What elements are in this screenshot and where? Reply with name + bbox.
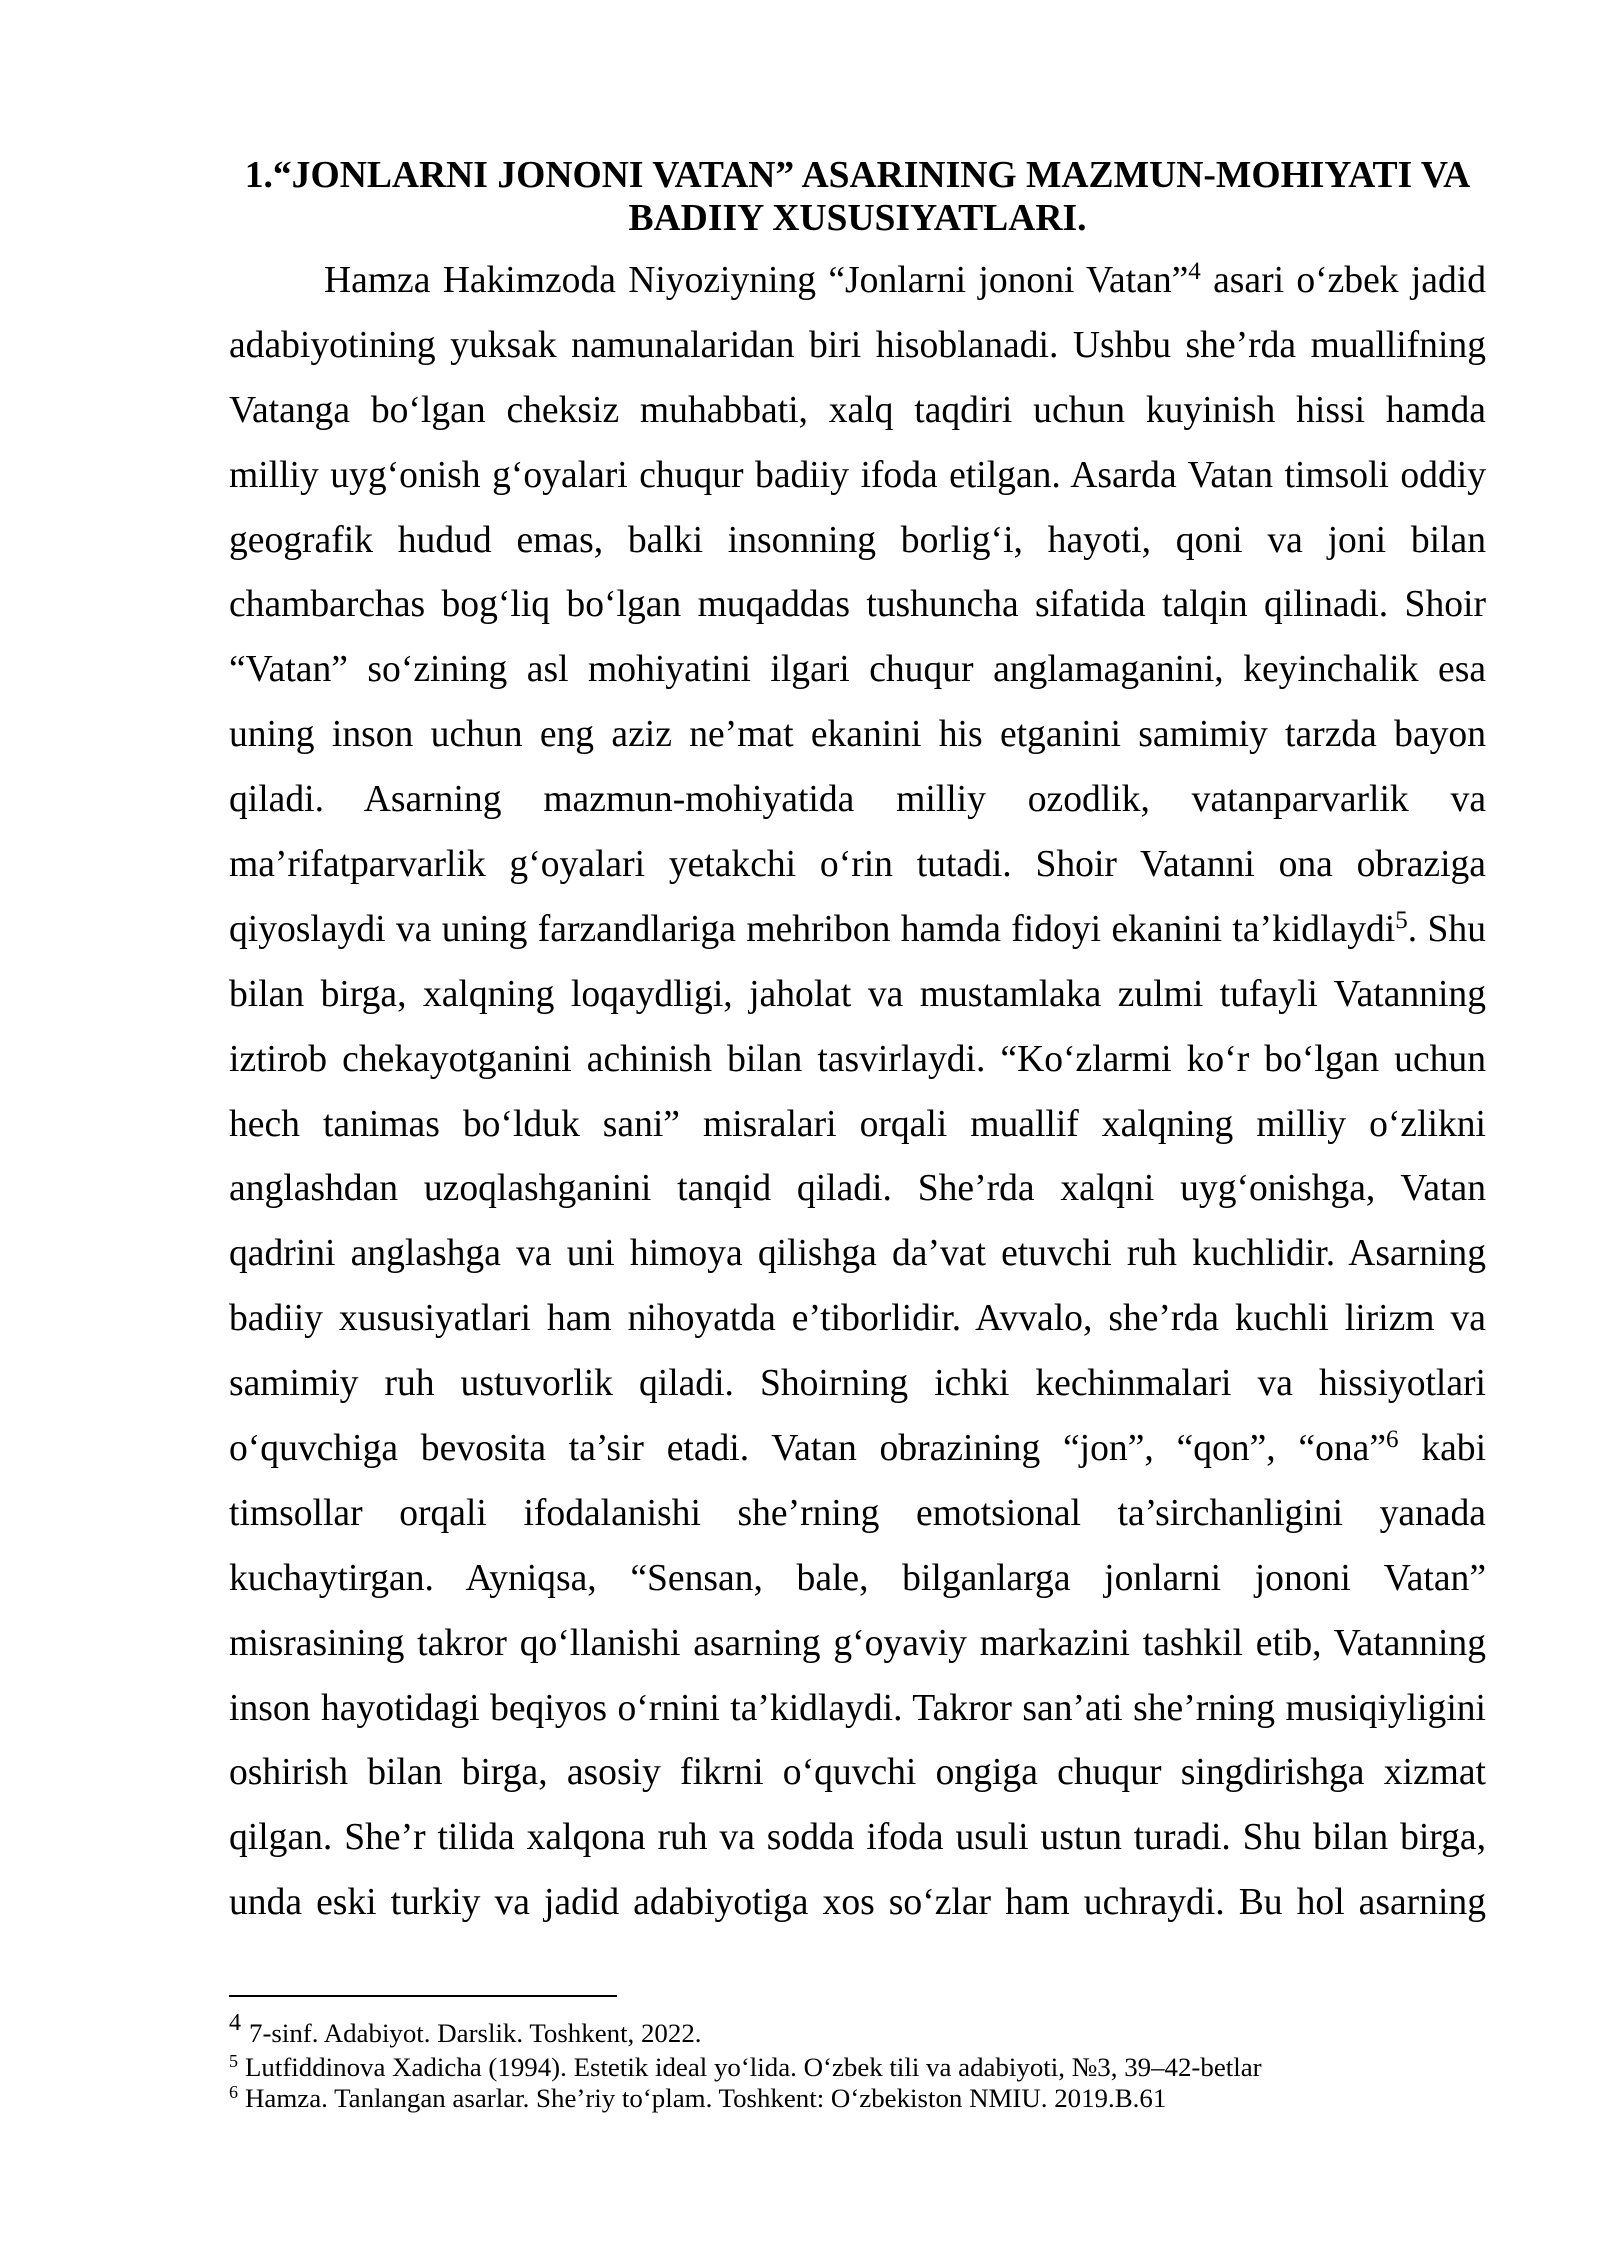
body-line: milliy uyg‘onish g‘oyalari chuqur badiiy ifoda etilgan. Asarda Vatan timsoli oddiy bbox=[229, 454, 1486, 496]
body-line: anglashdan uzoqlashganini tanqid qiladi. She’rda xalqni uyg‘onishga, Vatan bbox=[229, 1168, 1486, 1210]
section-title-line: 1.“JONLARNI JONONI VATAN” ASARINING MAZMUN-MOHIYATI VA bbox=[244, 155, 1471, 196]
body-line bbox=[324, 249, 1486, 314]
body-line: samimiy ruh ustuvorlik qiladi. Shoirning ichki kechinmalari va hissiyotlari bbox=[229, 1363, 1486, 1405]
footnote-text: Hamza. Tanlangan asarlar. She’riy to‘plam. Toshkent: O‘zbekiston NMIU. 2019.B.61 bbox=[245, 2083, 1167, 2113]
body-line: unda eski turkiy va jadid adabiyotiga xos so‘zlar ham uchraydi. Bu hol asarning bbox=[229, 1882, 1486, 1924]
body-paragraph bbox=[229, 249, 1486, 1936]
body-line bbox=[229, 1417, 1486, 1482]
footnote-ref: 5 bbox=[1395, 906, 1408, 934]
body-line: “Vatan” so‘zining asl mohiyatini ilgari chuqur anglamaganini, keyinchalik esa bbox=[229, 649, 1486, 691]
body-line: kuchaytirgan. Ayniqsa, “Sensan, bale, bilganlarga jonlarni jononi Vatan” bbox=[229, 1557, 1486, 1599]
body-line: qadrini anglashga va uni himoya qilishga da’vat etuvchi ruh kuchlidir. Asarning bbox=[229, 1233, 1486, 1275]
body-line bbox=[229, 898, 1486, 963]
footnote bbox=[229, 2010, 1486, 2052]
footnote-ref: 4 bbox=[1188, 258, 1201, 285]
footnotes bbox=[229, 2010, 1486, 2114]
body-text: o‘quvchiga bevosita ta’sir etadi. Vatan obrazining “jon”, “qon”, “ona” bbox=[229, 1428, 1387, 1470]
body-line: adabiyotining yuksak namunalaridan biri hisoblanadi. Ushbu she’rda muallifning bbox=[229, 324, 1486, 366]
body-line: bilan birga, xalqning loqaydligi, jaholat va mustamlaka zulmi tufayli Vatanning bbox=[229, 973, 1486, 1015]
body-line: timsollar orqali ifodalanishi she’rning emotsional ta’sirchanligini yanada bbox=[229, 1492, 1486, 1534]
footnote bbox=[229, 2052, 1486, 2083]
body-line: iztirob chekayotganini achinish bilan tasvirlaydi. “Ko‘zlarmi ko‘r bo‘lgan uchun bbox=[229, 1038, 1486, 1080]
footnote-text: 7-sinf. Adabiyot. Darslik. Toshkent, 2022. bbox=[249, 2018, 702, 2048]
body-line: oshirish bilan birga, asosiy fikrni o‘quvchi ongiga chuqur singdirishga xizmat bbox=[229, 1752, 1486, 1794]
body-line: misrasining takror qo‘llanishi asarning g‘oyaviy markazini tashkil etib, Vatanning bbox=[229, 1622, 1486, 1664]
body-line: qilgan. She’r tilida xalqona ruh va sodda ifoda usuli ustun turadi. Shu bilan birga, bbox=[229, 1817, 1486, 1859]
footnote-ref: 6 bbox=[1386, 1426, 1399, 1454]
body-text: asari o‘zbek jadid bbox=[1200, 260, 1486, 301]
body-line: hech tanimas bo‘lduk sani” misralari orqali muallif xalqning milliy o‘zlikni bbox=[229, 1103, 1486, 1145]
section-title bbox=[229, 154, 1486, 240]
body-line: ma’rifatparvarlik g‘oyalari yetakchi o‘rin tutadi. Shoir Vatanni ona obraziga bbox=[229, 844, 1486, 886]
body-line: geografik hudud emas, balki insonning borlig‘i, hayoti, qoni va joni bilan bbox=[229, 519, 1486, 561]
body-line: Vatanga bo‘lgan cheksiz muhabbati, xalq taqdiri uchun kuyinish hissi hamda bbox=[229, 389, 1486, 431]
footnote-mark: 4 bbox=[229, 2010, 241, 2036]
footnote-separator bbox=[229, 1995, 617, 1997]
body-text: Hamza Hakimzoda Niyoziyning “Jonlarni jononi Vatan” bbox=[324, 260, 1189, 301]
body-line: uning inson uchun eng aziz ne’mat ekanini his etganini samimiy tarzda bayon bbox=[229, 714, 1486, 756]
footnote bbox=[229, 2083, 1486, 2114]
body-line: qiladi. Asarning mazmun-mohiyatida milliy ozodlik, vatanparvarlik va bbox=[229, 779, 1486, 821]
body-text: qiyoslaydi va uning farzandlariga mehribon hamda fidoyi ekanini ta’kidlaydi bbox=[229, 908, 1396, 950]
body-line: inson hayotidagi beqiyos o‘rnini ta’kidlaydi. Takror san’ati she’rning musiqiyligini bbox=[229, 1687, 1486, 1729]
body-line: chambarchas bog‘liq bo‘lgan muqaddas tushuncha sifatida talqin qilinadi. Shoir bbox=[229, 584, 1486, 626]
footnote-mark: 6 bbox=[229, 2082, 238, 2102]
body-line: badiiy xususiyatlari ham nihoyatda e’tiborlidir. Avvalo, she’rda kuchli lirizm va bbox=[229, 1298, 1486, 1340]
section-title-line: BADIIY XUSUSIYATLARI. bbox=[628, 198, 1087, 240]
body-text: kabi bbox=[1398, 1428, 1487, 1470]
footnote-text: Lutfiddinova Xadicha (1994). Estetik ideal yo‘lida. O‘zbek tili va adabiyoti, №3, 39–42-betlar bbox=[245, 2052, 1262, 2082]
footnote-mark: 5 bbox=[229, 2051, 238, 2071]
body-text: . Shu bbox=[1407, 908, 1486, 950]
